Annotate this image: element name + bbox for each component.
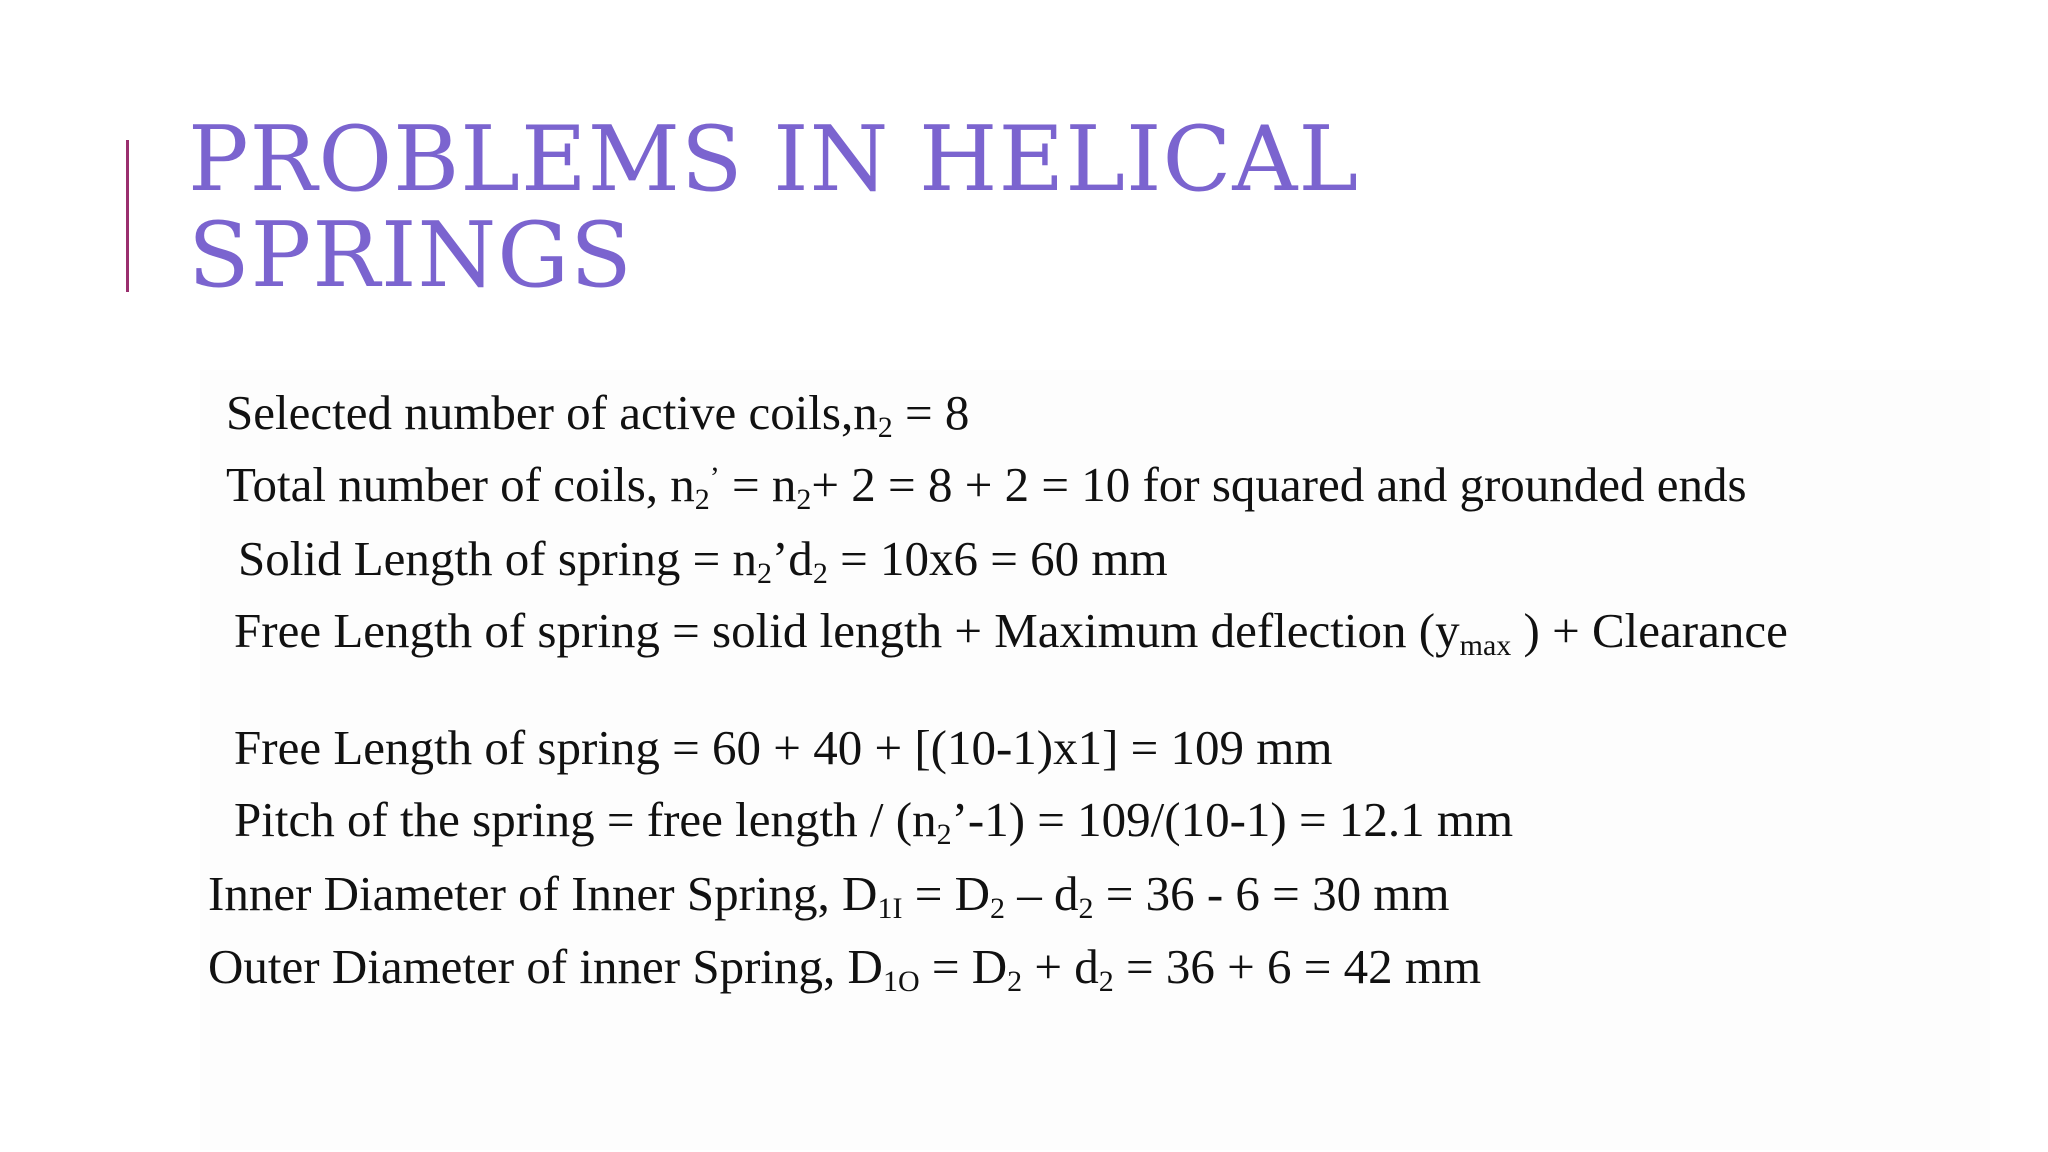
subscript: 2 xyxy=(796,483,812,516)
text-fragment: Selected number of active coils,n xyxy=(226,385,878,440)
free-length-formula-line xyxy=(234,603,1788,662)
subscript: 2 xyxy=(989,892,1005,925)
subscript: 2 xyxy=(756,557,772,590)
text-fragment: ) + Clearance xyxy=(1511,603,1788,658)
subscript: 2 xyxy=(1078,892,1094,925)
total-coils-line xyxy=(226,457,1747,516)
text-fragment: Free Length of spring = 60 + 40 + [(10-1)x1] = 109 mm xyxy=(234,720,1333,775)
text-fragment: Free Length of spring = solid length + Maximum deflection (y xyxy=(234,603,1460,658)
text-fragment: ’d xyxy=(771,531,813,586)
text-fragment: = 8 xyxy=(892,385,970,440)
solid-length-line xyxy=(238,531,1168,590)
subscript: 1I xyxy=(877,892,903,925)
active-coils-line xyxy=(226,385,970,444)
subscript: 2 xyxy=(1007,965,1023,998)
subscript: 2 xyxy=(812,557,828,590)
slide-title-line-1: PROBLEMS IN HELICAL xyxy=(188,107,1360,212)
subscript: 2 xyxy=(1098,965,1114,998)
text-fragment: = 36 - 6 = 30 mm xyxy=(1093,866,1450,921)
subscript: 1O xyxy=(882,965,920,998)
text-fragment: Solid Length of spring = n xyxy=(238,531,757,586)
text-fragment: – d xyxy=(1004,866,1079,921)
text-fragment: + d xyxy=(1022,939,1099,994)
pitch-line xyxy=(234,792,1514,851)
free-length-value-line xyxy=(234,720,1333,776)
text-fragment: = 36 + 6 = 42 mm xyxy=(1113,939,1482,994)
subscript: max xyxy=(1459,629,1512,662)
subscript: 2 xyxy=(877,411,893,444)
text-fragment: Outer Diameter of inner Spring, D xyxy=(208,939,883,994)
text-fragment: + 2 = 8 + 2 = 10 for squared and grounded ends xyxy=(811,457,1747,512)
inner-diameter-line xyxy=(208,866,1450,925)
slide-title-line-2: SPRINGS xyxy=(188,203,633,308)
text-fragment: = D xyxy=(919,939,1008,994)
title-accent-bar xyxy=(126,140,129,292)
text-fragment: = D xyxy=(902,866,990,921)
subscript: 2 xyxy=(694,483,710,516)
text-fragment: = 10x6 = 60 mm xyxy=(827,531,1168,586)
superscript: ’ xyxy=(709,461,720,494)
text-fragment: ’-1) = 109/(10-1) = 12.1 mm xyxy=(951,792,1514,847)
text-fragment: Inner Diameter of Inner Spring, D xyxy=(208,866,878,921)
outer-diameter-line xyxy=(208,939,1482,998)
text-fragment: Total number of coils, n xyxy=(226,457,695,512)
text-fragment: = n xyxy=(719,457,797,512)
text-fragment: Pitch of the spring = free length / (n xyxy=(234,792,937,847)
subscript: 2 xyxy=(936,818,952,851)
slide-title xyxy=(188,107,1688,308)
